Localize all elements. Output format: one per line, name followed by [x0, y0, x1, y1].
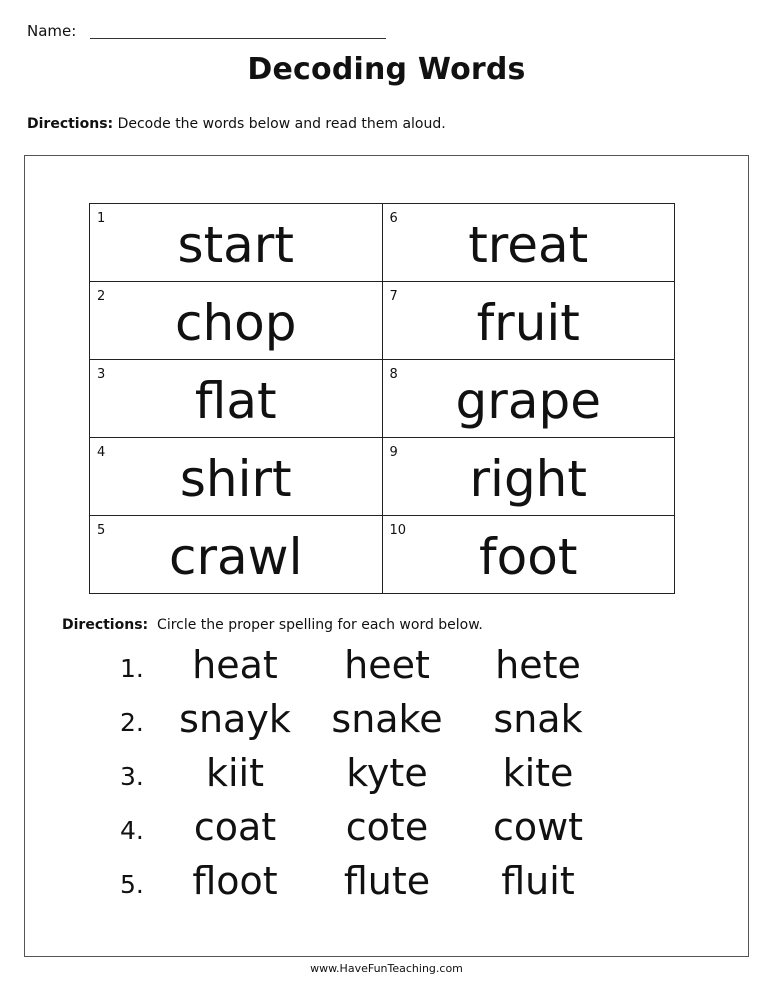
table-row	[90, 204, 675, 282]
word-number: 1	[97, 211, 106, 226]
spelling-option[interactable]: snak	[493, 697, 583, 741]
spelling-option[interactable]: snake	[331, 697, 443, 741]
word-cell	[90, 516, 383, 594]
list-item	[120, 748, 620, 802]
word: flat	[194, 371, 277, 430]
table-row	[90, 516, 675, 594]
spelling-option[interactable]: heat	[192, 643, 278, 687]
directions-1	[27, 116, 446, 132]
word: chop	[174, 293, 297, 352]
item-number: 4.	[120, 816, 144, 845]
spelling-option[interactable]: kite	[502, 751, 574, 795]
spelling-option[interactable]: kyte	[346, 751, 428, 795]
word-cell	[382, 282, 675, 360]
word-number: 9	[389, 445, 398, 460]
word: treat	[468, 215, 589, 274]
item-number: 1.	[120, 654, 144, 683]
item-number: 2.	[120, 708, 144, 737]
table-row	[90, 282, 675, 360]
spelling-option[interactable]: fluit	[501, 859, 575, 903]
spelling-option[interactable]: heet	[344, 643, 430, 687]
footer-url: www.HaveFunTeaching.com	[310, 962, 463, 975]
table-row	[90, 360, 675, 438]
directions-1-text: Decode the words below and read them aloud.	[113, 116, 446, 132]
spelling-option[interactable]: snayk	[179, 697, 291, 741]
name-label: Name:	[27, 22, 77, 40]
word-cell	[90, 360, 383, 438]
word-number: 3	[97, 367, 106, 382]
word: fruit	[476, 293, 580, 352]
item-number: 3.	[120, 762, 144, 791]
word-cell	[90, 438, 383, 516]
word-number: 8	[389, 367, 398, 382]
spelling-option[interactable]: cote	[345, 805, 429, 849]
word: right	[469, 449, 587, 508]
word: crawl	[169, 527, 303, 586]
spelling-option[interactable]: hete	[495, 643, 581, 687]
page-title: Decoding Words	[247, 52, 526, 87]
word-number: 7	[389, 289, 398, 304]
spelling-option[interactable]: floot	[192, 859, 278, 903]
word: start	[177, 215, 294, 274]
list-item	[120, 856, 620, 910]
word-cell	[382, 438, 675, 516]
word-cell	[90, 204, 383, 282]
spelling-option[interactable]: kiit	[205, 751, 265, 795]
spelling-option[interactable]: coat	[193, 805, 277, 849]
directions-2	[62, 617, 483, 633]
word: shirt	[179, 449, 292, 508]
word-cell	[382, 204, 675, 282]
table-row	[90, 438, 675, 516]
word-number: 6	[389, 211, 398, 226]
word-number: 2	[97, 289, 106, 304]
spelling-list	[120, 640, 620, 910]
word: foot	[479, 527, 578, 586]
word-number: 10	[389, 523, 407, 538]
directions-1-label: Directions:	[27, 116, 114, 132]
list-item	[120, 802, 620, 856]
word-cell	[382, 360, 675, 438]
word-cell	[90, 282, 383, 360]
name-line[interactable]	[90, 38, 386, 39]
directions-2-label: Directions:	[62, 617, 149, 633]
list-item	[120, 640, 620, 694]
word-table	[89, 203, 675, 594]
word-cell	[382, 516, 675, 594]
directions-2-text: Circle the proper spelling for each word below.	[148, 617, 483, 633]
item-number: 5.	[120, 870, 144, 899]
word: grape	[455, 371, 601, 430]
spelling-option[interactable]: cowt	[492, 805, 584, 849]
list-item	[120, 694, 620, 748]
word-number: 5	[97, 523, 106, 538]
spelling-option[interactable]: flute	[343, 859, 431, 903]
word-number: 4	[97, 445, 106, 460]
